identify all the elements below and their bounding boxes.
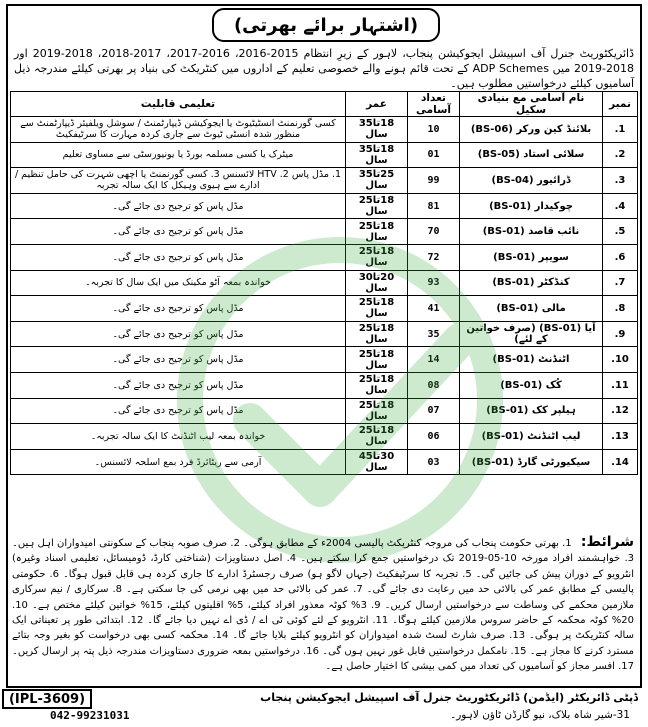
conditions-section xyxy=(12,535,634,675)
row-number: 7. xyxy=(603,270,638,296)
table-row xyxy=(11,117,638,143)
age-limit: 18تا25 سال xyxy=(346,193,408,219)
qualification: کسی گورنمنٹ انسٹیٹیوٹ یا ایجوکیشن ڈیپارٹمنٹ / سوشل ویلفیئر ڈیپارٹمنٹ سے منظور شدہ انسٹی ٹیوٹ سے جاری کردہ مہارت کا سرٹیفکیٹ xyxy=(11,117,346,143)
row-number: 10. xyxy=(603,347,638,373)
qualification: 1. مڈل پاس 2. HTV لائسنس 3. کسی گورنمنٹ یا اچھی شہرت کی حامل تنظیم / ادارے سے ہیوی وہیکل کا ایک سالہ تجربہ xyxy=(11,168,346,194)
header-number: نمبر xyxy=(603,92,638,117)
conditions-heading: شرائط: xyxy=(580,534,635,550)
qualification: خواندہ بمعہ آٹو مکینک میں ایک سال کا تجربہ۔ xyxy=(11,270,346,296)
address: 31-شیر شاہ بلاک، نیو گارڈن ٹاؤن لاہور۔ xyxy=(450,709,630,721)
qualification: مڈل پاس کو ترجیح دی جائے گی۔ xyxy=(11,244,346,270)
qualification: مڈل پاس کو ترجیح دی جائے گی۔ xyxy=(11,372,346,398)
post-count: 03 xyxy=(408,449,460,475)
qualification: مڈل پاس کو ترجیح دی جائے گی۔ xyxy=(11,193,346,219)
row-number: 5. xyxy=(603,219,638,245)
post-name: سلائی استاد (BS-05) xyxy=(460,142,603,168)
row-number: 1. xyxy=(603,117,638,143)
table-row xyxy=(11,398,638,424)
row-number: 3. xyxy=(603,168,638,194)
vacancies-table xyxy=(10,91,638,475)
ipl-number: (IPL-3609) xyxy=(2,689,92,709)
table-row xyxy=(11,296,638,322)
table-row xyxy=(11,168,638,194)
age-limit: 18تا35 سال xyxy=(346,142,408,168)
post-name: کنڈکٹر (BS-01) xyxy=(460,270,603,296)
age-limit: 18تا25 سال xyxy=(346,372,408,398)
table-row xyxy=(11,244,638,270)
signatory: ڈپٹی ڈائریکٹر (ایڈمن) ڈائریکٹوریٹ جنرل آف اسپیشل ایجوکیشن پنجاب xyxy=(260,691,638,704)
post-count: 70 xyxy=(408,219,460,245)
table-body xyxy=(11,117,638,475)
qualification: میٹرک یا کسی مسلمہ بورڈ یا یونیورسٹی سے مساوی تعلیم xyxy=(11,142,346,168)
intro-paragraph: ڈائریکٹوریٹ جنرل آف اسپیشل ایجوکیشن پنجاب، لاہور کے زیرِ انتظام 2015-2016، 2016-2017، 2017-2018، 2018-2019 اور 2018-2019 میں ADP Schemes کے تحت قائم ہونے والے خصوصی تعلیم کے اداروں میں کنٹریکٹ کی بنیاد پر بھرتی کیلئے مندرجہ ذیل آسامیوں کیلئے درخواستیں مطلوب ہیں۔ xyxy=(14,47,635,90)
row-number: 6. xyxy=(603,244,638,270)
qualification: مڈل پاس کو ترجیح دی جائے گی۔ xyxy=(11,321,346,347)
post-name: کُک (BS-01) xyxy=(460,372,603,398)
post-count: 81 xyxy=(408,193,460,219)
qualification: مڈل پاس کو ترجیح دی جائے گی۔ xyxy=(11,219,346,245)
header-age: عمر xyxy=(346,92,408,117)
post-count: 08 xyxy=(408,372,460,398)
row-number: 12. xyxy=(603,398,638,424)
post-count: 10 xyxy=(408,117,460,143)
row-number: 13. xyxy=(603,424,638,450)
post-count: 06 xyxy=(408,424,460,450)
table-row xyxy=(11,424,638,450)
post-count: 41 xyxy=(408,296,460,322)
table-row xyxy=(11,270,638,296)
table-header-row xyxy=(11,92,638,117)
post-name: نائب قاصد (BS-01) xyxy=(460,219,603,245)
header-count: تعداد آسامی xyxy=(408,92,460,117)
post-name: بلائنڈ کین ورکر (BS-06) xyxy=(460,117,603,143)
post-name: مالی (BS-01) xyxy=(460,296,603,322)
row-number: 8. xyxy=(603,296,638,322)
post-name: سیکیورٹی گارڈ (BS-01) xyxy=(460,449,603,475)
age-limit: 18تا25 سال xyxy=(346,296,408,322)
header-post: نام آسامی مع بنیادی سکیل xyxy=(460,92,603,117)
row-number: 4. xyxy=(603,193,638,219)
qualification: مڈل پاس کو ترجیح دی جائے گی۔ xyxy=(11,398,346,424)
age-limit: 18تا25 سال xyxy=(346,347,408,373)
qualification: مڈل پاس کو ترجیح دی جائے گی۔ xyxy=(11,347,346,373)
age-limit: 18تا35 سال xyxy=(346,117,408,143)
post-name: آیا (BS-01) (صرف خواتین کے لئے) xyxy=(460,321,603,347)
table-row xyxy=(11,142,638,168)
row-number: 11. xyxy=(603,372,638,398)
phone-number: 042-99231031 xyxy=(50,709,130,722)
age-limit: 18تا25 سال xyxy=(346,321,408,347)
row-number: 2. xyxy=(603,142,638,168)
row-number: 9. xyxy=(603,321,638,347)
qualification: مڈل پاس کو ترجیح دی جائے گی۔ xyxy=(11,296,346,322)
qualification: آرمی سے ریٹائرڈ فرد بمع اسلحہ لائسنس۔ xyxy=(11,449,346,475)
table-row xyxy=(11,372,638,398)
post-count: 93 xyxy=(408,270,460,296)
table-row xyxy=(11,449,638,475)
age-limit: 25تا35 سال xyxy=(346,168,408,194)
post-name: لیب اٹنڈنٹ (BS-01) xyxy=(460,424,603,450)
table-row xyxy=(11,321,638,347)
post-name: سویپر (BS-01) xyxy=(460,244,603,270)
page-title: (اشتہار برائے بھرتی) xyxy=(212,8,440,42)
header-qualification: تعلیمی قابلیت xyxy=(11,92,346,117)
conditions-text: 1. بھرتی حکومت پنجاب کی مروجہ کنٹریکٹ پالیسی 2004ء کے مطابق ہوگی۔ 2. صرف صوبہ پنجاب کے سکونتی امیدواران اہل ہیں۔ 3. خواہشمند افراد مورخہ 10-05-2019 تک درخواستیں جمع کرا سکتے ہیں۔ 4. اصل دستاویزات (شناختی کارڈ، ڈومیسائل، تعلیمی اسناد وغیرہ) انٹرویو کے دوران پیش کی جائیں گی۔ 5. تجربہ کا سرٹیفکیٹ (جہاں لاگو ہو) صرف رجسٹرڈ ادارے کا جاری کردہ ہی قابل قبول ہوگا۔ 6. حکومتی پالیسی کے مطابق عمر کی بالائی حد میں رعایت دی جائے گی۔ 7. عمر کی بالائی حد میں بھی نرمی کی جا سکتی ہے۔ 8. سرکاری / نیم سرکاری ملازمین محکمے کی وساطت سے درخواستیں ارسال کریں۔ 9. 3% کوٹہ معذور افراد کیلئے، 5% اقلیتوں کیلئے، 15% خواتین کیلئے مختص ہے۔ 10. 20% کوٹہ محکمہ کے حاضر سروس ملازمین کیلئے ہوگا۔ 11. انٹرویو کے لئے کوئی ٹی اے / ڈی اے نہیں دیا جائے گا۔ 12. ابتدائی طور پر تعیناتی ایک سالہ کنٹریکٹ پر ہوگی۔ 13. صرف شارٹ لسٹ شدہ امیدواران کو انٹرویو کیلئے بلایا جائے گا۔ 14. محکمہ کسی بھی درخواست کو بغیر وجہ بتائے مسترد کرنے کا مجاز ہے۔ 15. نامکمل درخواستیں قابل غور نہیں ہوں گی۔ 16. درخواستیں بمعہ ضروری دستاویزات مندرجہ ذیل پتہ پر ارسال کریں۔ 17. افسر مجاز کو آسامیوں کی تعداد میں کمی بیشی کا اختیار حاصل ہے۔ xyxy=(12,538,635,673)
age-limit: 18تا25 سال xyxy=(346,244,408,270)
table-row xyxy=(11,219,638,245)
post-count: 72 xyxy=(408,244,460,270)
age-limit: 18تا25 سال xyxy=(346,219,408,245)
post-name: اٹنڈنٹ (BS-01) xyxy=(460,347,603,373)
post-name: چوکیدار (BS-01) xyxy=(460,193,603,219)
post-count: 35 xyxy=(408,321,460,347)
post-count: 14 xyxy=(408,347,460,373)
post-name: ہیلپر کک (BS-01) xyxy=(460,398,603,424)
post-count: 99 xyxy=(408,168,460,194)
age-limit: 18تا25 سال xyxy=(346,398,408,424)
row-number: 14. xyxy=(603,449,638,475)
post-count: 01 xyxy=(408,142,460,168)
table-row xyxy=(11,347,638,373)
post-name: ڈرائیور (BS-04) xyxy=(460,168,603,194)
age-limit: 18تا25 سال xyxy=(346,424,408,450)
qualification: خواندہ بمعہ لیب اٹنڈنٹ کا ایک سالہ تجربہ۔ xyxy=(11,424,346,450)
age-limit: 20تا30 سال xyxy=(346,270,408,296)
table-row xyxy=(11,193,638,219)
post-count: 07 xyxy=(408,398,460,424)
age-limit: 30تا45 سال xyxy=(346,449,408,475)
